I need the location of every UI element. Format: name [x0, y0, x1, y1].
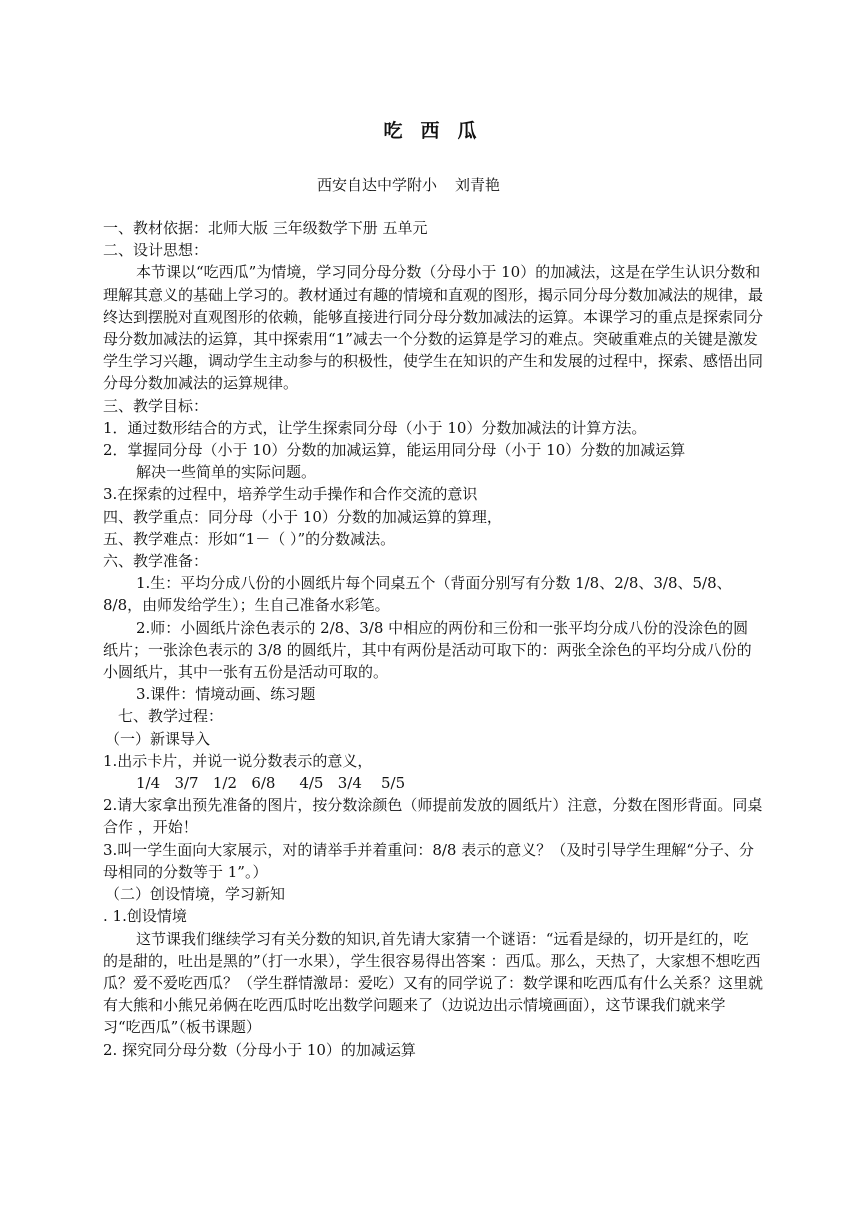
design-paragraph: 本节课以“吃西瓜”为情境，学习同分母分数（分母小于 10）的加减法，这是在学生认识分数和理解其意义的基础上学习的。教材通过有趣的情境和直观的图形，揭示同分母分数加减法的规律，最终达到摆脱对直观图形的依赖，能够直接进行同分母分数加减法的运算。本课学习的重点是探索同分母分数加减法的运算，其中探索用“1”减去一个分数的运算是学习的难点。突破重难点的关键是激发学生学习兴趣，调动学生主动参与的积极性，使学生在知识的产生和发展的过程中，探索、感悟出同分母分数加减法的运算规律。 — [103, 263, 764, 393]
context-paragraph: 这节课我们继续学习有关分数的知识,首先请大家猜一个谜语：“远看是绿的，切开是红的，吃的是甜的，吐出是黑的”（打一水果），学生很容易得出答案 ：西瓜。那么，天热了，大家想不想吃西瓜？爱不爱吃西瓜？（学生群情激昂：爱吃）又有的同学说了：数学课和吃西瓜有什么关系？这里就有大熊和小熊兄弟俩在吃西瓜时吃出数学问题来了（边说边出示情境画面），这节课我们就来学习“吃西瓜”（板书课题） — [103, 929, 764, 1037]
section-heading-difficulty: 五、教学难点：形如“1－（ ）”的分数减法。 — [103, 529, 396, 548]
explore-step-heading: 2. 探究同分母分数（分母小于 10）的加减运算 — [103, 1040, 416, 1059]
title-char: 瓜 — [457, 120, 477, 142]
intro-step: 3.叫一学生面向大家展示，对的请举手并着重问：8/8 表示的意义？（及时引导学生理解“分子、分母相同的分数等于 1”。） — [103, 840, 754, 881]
preparation-item: 3.课件：情境动画、练习题 — [136, 685, 316, 704]
preparation-item: 1.生：平均分成八份的小圆纸片每个同桌五个（背面分别写有分数 1/8、2/8、3/8、5/8、8/8，由师发给学生）；生自己准备水彩笔。 — [103, 574, 732, 615]
preparation-item: 2.师：小圆纸片涂色表示的 2/8、3/8 中相应的两份和三份和一张平均分成八份的没涂色的圆纸片；一张涂色表示的 3/8 的圆纸片，其中有两份是活动可取下的：两张全涂色的平均分成八份的小圆纸片，其中一张有五份是活动可取的。 — [103, 618, 752, 682]
section-heading-key-point: 四、教学重点：同分母（小于 10）分数的加减运算的算理， — [103, 507, 502, 526]
author-name: 刘青艳 — [455, 176, 501, 194]
author-line — [317, 174, 500, 195]
document-body — [103, 217, 763, 1061]
goal-item-continued: 解决一些简单的实际问题。 — [136, 463, 317, 482]
intro-step: 1.出示卡片，并说一说分数表示的意义， — [103, 751, 373, 770]
subsection-heading-intro: （一）新课导入 — [105, 729, 211, 748]
author-school: 西安自达中学附小 — [317, 176, 438, 194]
fraction-cards: 1/4 3/7 1/2 6/8 4/5 3/4 5/5 — [136, 774, 406, 793]
title-char: 吃 — [383, 120, 403, 142]
intro-step: 2.请大家拿出预先准备的图片，按分数涂颜色（师提前发放的圆纸片）注意，分数在图形背面。同桌合作 ，开始！ — [103, 796, 763, 837]
title-char: 西 — [420, 120, 440, 142]
section-heading-preparation: 六、教学准备： — [103, 552, 209, 571]
goal-item: 1．通过数形结合的方式，让学生探索同分母（小于 10）分数加减法的计算方法。 — [103, 418, 647, 437]
document-title — [0, 116, 860, 143]
section-heading-process: 七、教学过程： — [118, 707, 224, 726]
section-heading-basis: 一、教材依据：北师大版 三年级数学下册 五单元 — [103, 219, 428, 237]
goal-item: 2．掌握同分母（小于 10）分数的加减运算，能运用同分母（小于 10）分数的加减运算 — [103, 441, 686, 460]
context-step-heading: . 1.创设情境 — [103, 907, 187, 926]
section-heading-design: 二、设计思想： — [103, 241, 209, 260]
goal-item: 3.在探索的过程中，培养学生动手操作和合作交流的意识 — [103, 485, 478, 504]
subsection-heading-new-knowledge: （二）创设情境，学习新知 — [105, 885, 286, 904]
section-heading-goals: 三、教学目标： — [103, 396, 209, 415]
